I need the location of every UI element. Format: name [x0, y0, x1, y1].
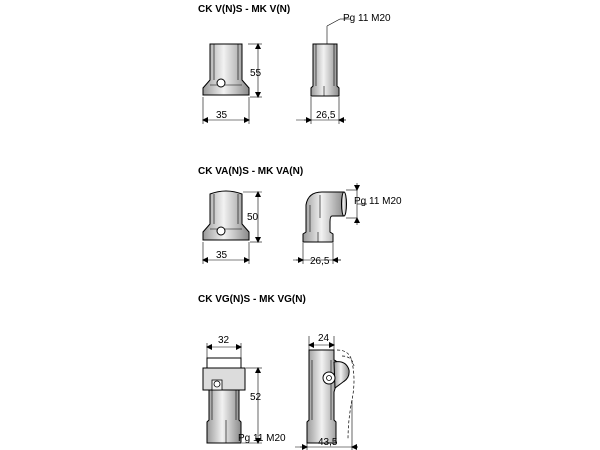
- section-3-front-top-width-label: 32: [218, 335, 230, 346]
- section-3-title: CK VG(N)S - MK VG(N): [198, 294, 306, 305]
- section-1-side-width-label: 26,5: [316, 110, 336, 121]
- section-1: [198, 4, 391, 124]
- section-3-side-top-width-label: 24: [318, 333, 330, 344]
- section-3: [198, 294, 358, 450]
- section-3-front-thread-label: Pg 11 M20: [238, 433, 286, 444]
- screw-icon: [217, 227, 225, 235]
- screw-icon: [217, 79, 225, 87]
- section-2-side-view: [293, 183, 402, 267]
- section-1-side-thread-label: Pg 11 M20: [343, 13, 391, 24]
- section-2-title: CK VA(N)S - MK VA(N): [198, 166, 304, 177]
- section-1-front-height-label: 55: [250, 68, 262, 79]
- screw-icon: [214, 381, 220, 387]
- section-1-title: CK V(N)S - MK V(N): [198, 4, 291, 15]
- section-1-side-view: [296, 13, 391, 124]
- section-2-front-width-label: 35: [216, 250, 228, 261]
- section-3-front-height-label: 52: [250, 392, 262, 403]
- section-1-front-view: [203, 44, 262, 124]
- section-1-front-width-label: 35: [216, 110, 228, 121]
- section-3-side-width-label: 43,5: [318, 437, 338, 448]
- section-3-side-view: [295, 333, 358, 450]
- section-2-side-thread-label: Pg 11 M20: [354, 196, 402, 207]
- section-2: [198, 166, 402, 267]
- section-2-side-width-label: 26,5: [310, 256, 330, 267]
- section-3-front-view: [203, 335, 286, 444]
- section-2-front-height-label: 50: [247, 212, 259, 223]
- section-2-front-view: [203, 191, 262, 264]
